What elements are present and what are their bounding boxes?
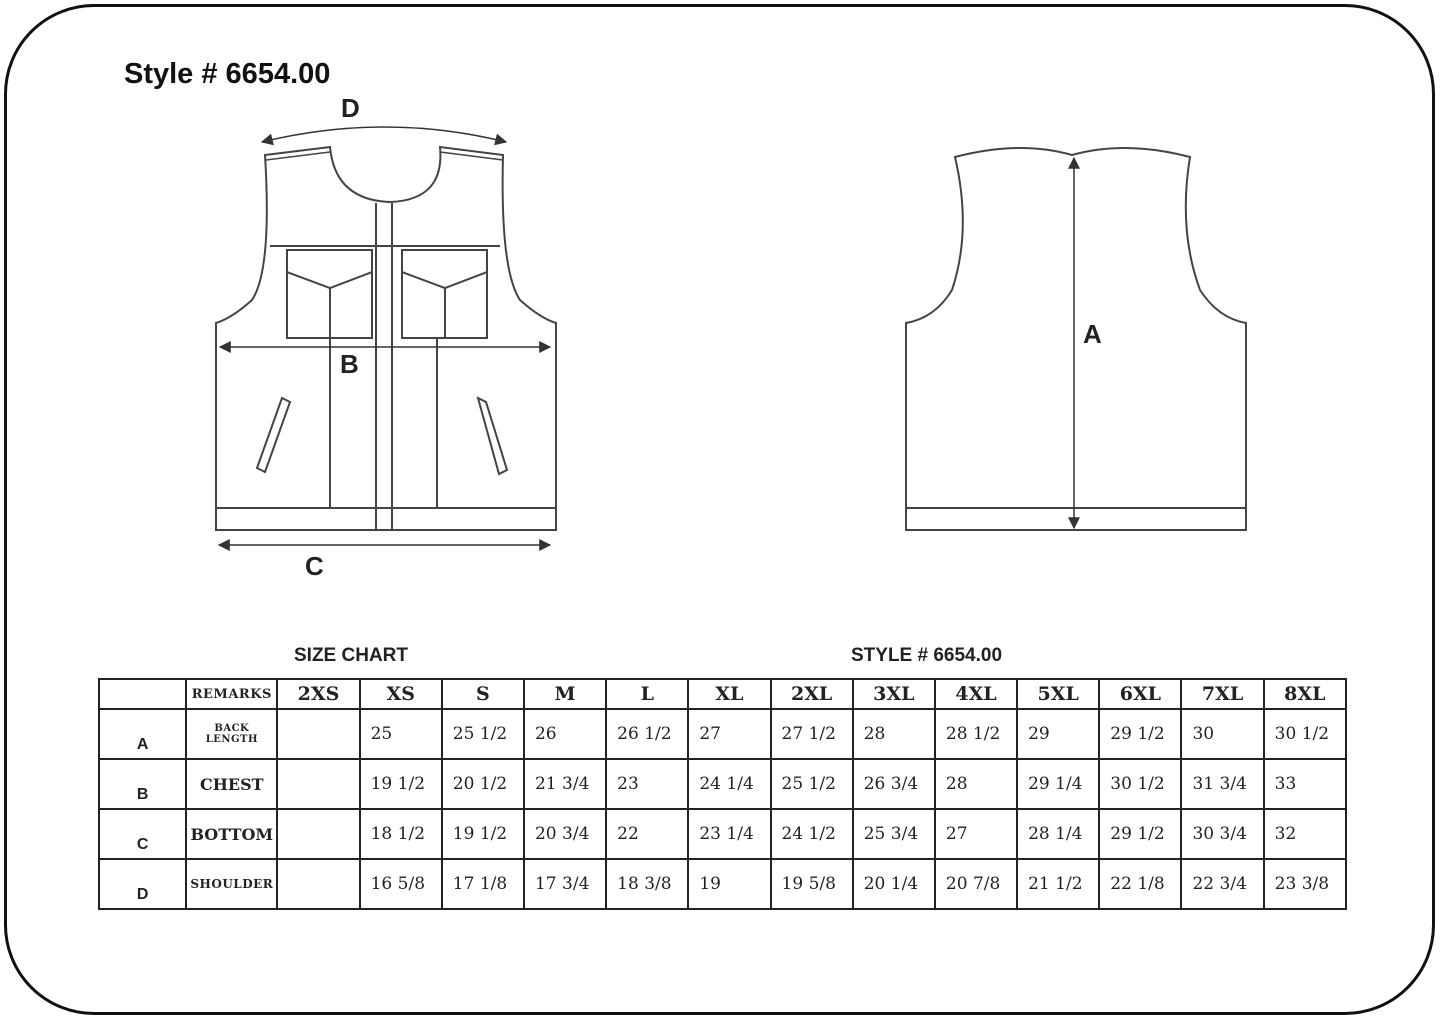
table-cell: 23 1/4 <box>688 809 770 859</box>
table-cell: 29 1/2 <box>1099 809 1181 859</box>
dimension-label-b: B <box>340 349 359 379</box>
row-key: A <box>99 709 186 759</box>
table-cell: 19 1/2 <box>442 809 524 859</box>
row-remark: CHEST <box>186 759 277 809</box>
row-key: C <box>99 809 186 859</box>
table-row <box>99 809 1346 859</box>
table-cell: 21 3/4 <box>524 759 606 809</box>
table-cell: 22 <box>606 809 688 859</box>
size-header: 3XL <box>853 679 935 709</box>
table-cell: 25 1/2 <box>442 709 524 759</box>
table-cell: 19 <box>688 859 770 909</box>
table-cell: 24 1/4 <box>688 759 770 809</box>
table-style-caption: STYLE # 6654.00 <box>851 645 1003 666</box>
table-cell: 28 <box>853 709 935 759</box>
table-cell: 28 <box>935 759 1017 809</box>
table-cell: 23 <box>606 759 688 809</box>
size-header: 2XS <box>277 679 359 709</box>
dimension-label-d: D <box>341 93 360 123</box>
table-cell: 17 1/8 <box>442 859 524 909</box>
table-cell: 18 1/2 <box>360 809 442 859</box>
table-cell: 26 <box>524 709 606 759</box>
table-cell: 19 5/8 <box>771 859 853 909</box>
size-header: 4XL <box>935 679 1017 709</box>
table-cell: 20 1/4 <box>853 859 935 909</box>
table-cell: 25 3/4 <box>853 809 935 859</box>
row-key: D <box>99 859 186 909</box>
row-remark: SHOULDER <box>186 859 277 909</box>
size-header: XL <box>688 679 770 709</box>
table-cell: 28 1/4 <box>1017 809 1099 859</box>
table-cell: 20 1/2 <box>442 759 524 809</box>
size-header: 2XL <box>771 679 853 709</box>
size-header: 7XL <box>1181 679 1263 709</box>
table-cell: 19 1/2 <box>360 759 442 809</box>
row-key: B <box>99 759 186 809</box>
table-cell <box>277 709 359 759</box>
table-cell: 28 1/2 <box>935 709 1017 759</box>
size-header: S <box>442 679 524 709</box>
size-header: 8XL <box>1264 679 1346 709</box>
table-cell: 21 1/2 <box>1017 859 1099 909</box>
table-cell: 26 1/2 <box>606 709 688 759</box>
dimension-label-a: A <box>1083 319 1102 349</box>
table-row <box>99 759 1346 809</box>
table-cell <box>277 809 359 859</box>
size-header: 6XL <box>1099 679 1181 709</box>
row-remark: BOTTOM <box>186 809 277 859</box>
size-chart-caption: SIZE CHART <box>294 645 408 666</box>
table-cell: 25 <box>360 709 442 759</box>
table-cell: 22 3/4 <box>1181 859 1263 909</box>
row-remark: BACK LENGTH <box>186 709 277 759</box>
table-cell: 29 1/2 <box>1099 709 1181 759</box>
table-cell: 32 <box>1264 809 1346 859</box>
back-vest-drawing <box>906 148 1246 530</box>
table-cell: 27 <box>935 809 1017 859</box>
table-cell: 26 3/4 <box>853 759 935 809</box>
table-cell: 20 7/8 <box>935 859 1017 909</box>
table-cell: 22 1/8 <box>1099 859 1181 909</box>
style-title: Style # 6654.00 <box>124 58 331 90</box>
table-cell: 20 3/4 <box>524 809 606 859</box>
remarks-header: REMARKS <box>186 679 277 709</box>
table-row <box>99 709 1346 759</box>
table-row <box>99 859 1346 909</box>
size-chart-table <box>98 678 1347 910</box>
table-cell: 31 3/4 <box>1181 759 1263 809</box>
size-header: XS <box>360 679 442 709</box>
table-cell: 23 3/8 <box>1264 859 1346 909</box>
table-cell: 30 3/4 <box>1181 809 1263 859</box>
table-cell: 17 3/4 <box>524 859 606 909</box>
table-cell: 30 <box>1181 709 1263 759</box>
table-cell: 30 1/2 <box>1264 709 1346 759</box>
table-cell: 24 1/2 <box>771 809 853 859</box>
table-cell: 18 3/8 <box>606 859 688 909</box>
table-cell: 27 <box>688 709 770 759</box>
table-cell: 30 1/2 <box>1099 759 1181 809</box>
dimension-arrow-d <box>262 127 506 142</box>
table-cell <box>277 759 359 809</box>
corner-cell <box>99 679 186 709</box>
size-header: M <box>524 679 606 709</box>
table-cell: 27 1/2 <box>771 709 853 759</box>
size-header: 5XL <box>1017 679 1099 709</box>
front-vest-drawing <box>216 147 556 530</box>
table-cell: 33 <box>1264 759 1346 809</box>
size-header-row <box>99 679 1346 709</box>
table-cell: 29 <box>1017 709 1099 759</box>
dimension-label-c: C <box>305 551 324 581</box>
table-cell: 25 1/2 <box>771 759 853 809</box>
table-cell: 16 5/8 <box>360 859 442 909</box>
table-cell <box>277 859 359 909</box>
table-cell: 29 1/4 <box>1017 759 1099 809</box>
size-header: L <box>606 679 688 709</box>
